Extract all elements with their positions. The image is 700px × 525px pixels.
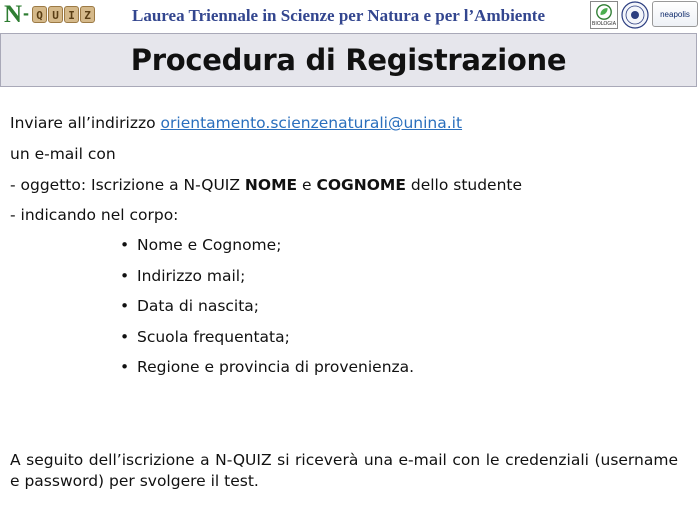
course-title: Laurea Triennale in Scienze per Natura e per l’Ambiente <box>132 6 545 25</box>
bullet-dot: • <box>120 358 130 376</box>
bullet-dot: • <box>120 297 130 315</box>
address-prefix: Inviare all’indirizzo <box>10 114 161 132</box>
biologia-label: BIOLOGIA <box>591 21 617 27</box>
line-subject <box>10 176 522 194</box>
subject-cognome: COGNOME <box>316 176 406 194</box>
subject-and: e <box>297 176 317 194</box>
subject-prefix: - oggetto: Iscrizione a N-QUIZ <box>10 176 245 194</box>
slide-title: Procedura di Registrazione <box>130 43 567 77</box>
nquiz-logo <box>4 3 94 27</box>
logo-tile: Q <box>32 6 47 23</box>
title-band <box>0 33 697 87</box>
logo-tiles <box>32 6 95 23</box>
header-bar <box>0 0 700 32</box>
line-body: - indicando nel corpo: <box>10 206 179 224</box>
subject-suffix: dello studente <box>405 176 523 194</box>
bullet-dot: • <box>120 327 130 346</box>
leaf-icon <box>595 3 613 21</box>
line-email-with: un e-mail con <box>10 145 116 163</box>
list-item-text: Nome e Cognome; <box>137 236 282 254</box>
list-item-text: Scuola frequentata; <box>137 327 290 346</box>
logo-tile: Z <box>80 6 95 23</box>
university-seal-icon <box>621 1 649 29</box>
list-item-text: Data di nascita; <box>137 297 260 315</box>
email-link[interactable]: orientamento.scienzenaturali@unina.it <box>160 114 463 132</box>
bullet-dot: • <box>120 266 130 285</box>
logo-tile: U <box>48 6 63 23</box>
neapolis-logo: neapolis <box>652 1 698 27</box>
logo-dash: - <box>23 3 29 23</box>
footer-paragraph: A seguito dell’iscrizione a N-QUIZ si riceverà una e-mail con le credenziali (username e password) per svolgere il test. <box>10 451 678 490</box>
institution-logos <box>590 1 698 29</box>
logo-letter-n: N <box>4 1 23 28</box>
line-address <box>10 114 462 132</box>
bullet-dot: • <box>120 236 130 254</box>
list-item-text: Regione e provincia di provenienza. <box>137 358 415 376</box>
biologia-logo <box>590 1 618 29</box>
list-item-text: Indirizzo mail; <box>137 266 246 285</box>
subject-nome: NOME <box>244 176 298 194</box>
logo-tile: I <box>64 6 79 23</box>
